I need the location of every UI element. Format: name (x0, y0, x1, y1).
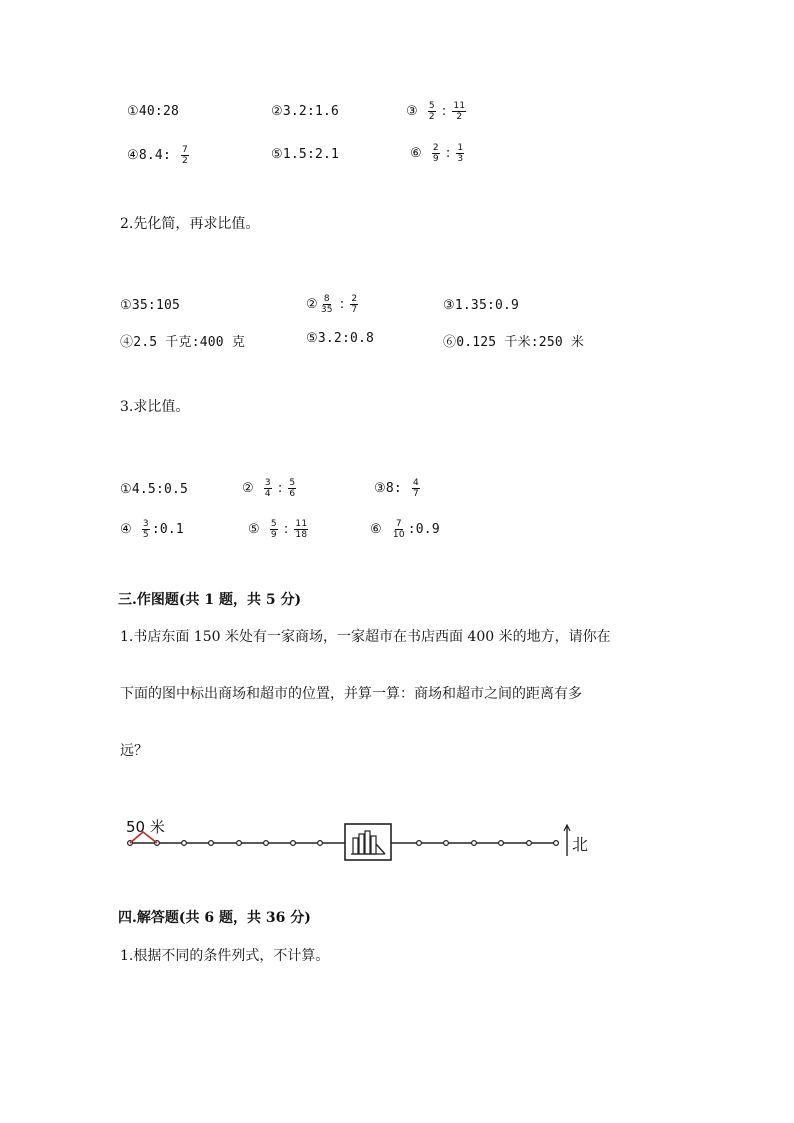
question-3-title: 3.求比值。 (120, 399, 190, 415)
item-mark: ① (120, 298, 132, 313)
item-expr: 3.2:1.6 (282, 104, 340, 119)
section-3-q1-line1: 1.书店东面 150 米处有一家商场，一家超市在书店西面 400 米的地方，请你在 (120, 629, 611, 645)
item-2-2 (306, 294, 360, 315)
north-arrow-icon (564, 825, 570, 856)
item-expr: 35:105 (131, 298, 181, 313)
item-2-1 (120, 298, 180, 313)
item-2-4 (120, 331, 245, 350)
item-expr: 3.2:0.8 (317, 331, 375, 346)
item-expr: 8: (385, 481, 402, 496)
item-mark: ③ (443, 298, 455, 313)
item-mark: ⑤ (306, 331, 318, 346)
colon: : (445, 146, 451, 161)
fraction: $\frac{2}{7}$ (351, 294, 358, 315)
item-mark: ⑤ (271, 147, 283, 162)
item-1-5 (271, 147, 339, 162)
item-mark: ③ (374, 481, 386, 496)
item-3-2 (242, 478, 298, 499)
item-mark: ② (306, 297, 318, 312)
item-mark: ④ (127, 148, 139, 163)
item-mark: ① (127, 104, 139, 119)
item-mark: ③ (406, 104, 418, 119)
section-3-q1-line3: 远？ (120, 743, 148, 759)
colon: : (339, 297, 345, 312)
item-3-3 (374, 478, 422, 499)
fraction: $\frac{5}{6}$ (289, 478, 296, 499)
item-3-6 (370, 519, 440, 540)
item-1-3 (406, 101, 468, 122)
item-mark: ④ (120, 335, 134, 350)
fraction: $\frac{7}{2}$ (182, 145, 188, 166)
fraction: $\frac{3}{5}$ (142, 519, 149, 540)
fraction: $\frac{1}{3}$ (457, 143, 464, 164)
section-4-heading: 四.解答题(共 6 题，共 36 分) (118, 910, 311, 926)
item-mark: ④ (120, 522, 132, 537)
scale-label: 50 米 (126, 818, 165, 836)
item-expr: 4.5:0.5 (131, 482, 189, 497)
item-expr: :0.9 (407, 522, 440, 537)
fraction: $\frac{5}{9}$ (270, 519, 277, 540)
fraction: $\frac{2}{9}$ (432, 143, 439, 164)
item-1-1 (127, 104, 179, 119)
fraction: $\frac{4}{7}$ (412, 478, 419, 499)
item-expr: 1.5:2.1 (282, 147, 340, 162)
section-3-heading: 三.作图题(共 1 题，共 5 分) (118, 592, 302, 608)
bookstore-icon (345, 824, 391, 860)
item-1-2 (271, 104, 339, 119)
fraction: $\frac{11}{2}$ (453, 101, 466, 122)
item-mark: ② (242, 481, 254, 496)
item-expr: 1.35:0.9 (454, 298, 520, 313)
fraction: $\frac{7}{10}$ (392, 519, 405, 540)
item-mark: ① (120, 482, 132, 497)
item-3-1 (120, 482, 188, 497)
item-2-5 (306, 331, 374, 346)
item-expr: 8.4: (138, 148, 171, 163)
fraction: $\frac{8}{35}$ (320, 294, 333, 315)
item-3-4 (120, 519, 184, 540)
item-mark: ② (271, 104, 283, 119)
section-3-q1-line2: 下面的图中标出商场和超市的位置，并算一算：商场和超市之间的距离有多 (120, 686, 582, 702)
colon: : (441, 104, 447, 119)
section-4-q1: 1.根据不同的条件列式，不计算。 (120, 948, 330, 964)
fraction: $\frac{3}{4}$ (264, 478, 271, 499)
item-1-6 (410, 143, 466, 164)
item-mark: ⑥ (370, 522, 382, 537)
item-expr: 40:28 (138, 104, 179, 119)
north-label: 北 (572, 835, 589, 854)
item-mark: ⑥ (443, 335, 457, 350)
item-expr: 2.5 千克:400 克 (133, 335, 246, 350)
item-2-6 (443, 331, 584, 350)
fraction: $\frac{5}{2}$ (428, 101, 435, 122)
item-expr: :0.1 (151, 522, 184, 537)
bookstore-number-line (110, 810, 610, 870)
item-expr: 0.125 千米:250 米 (456, 335, 585, 350)
item-mark: ⑥ (410, 146, 422, 161)
item-3-5 (248, 519, 310, 540)
fraction: $\frac{11}{18}$ (295, 519, 308, 540)
question-2-title: 2.先化简，再求比值。 (120, 216, 260, 232)
colon: : (283, 522, 289, 537)
item-1-4 (127, 145, 191, 166)
item-mark: ⑤ (248, 522, 260, 537)
colon: : (277, 481, 283, 496)
item-2-3 (443, 298, 519, 313)
